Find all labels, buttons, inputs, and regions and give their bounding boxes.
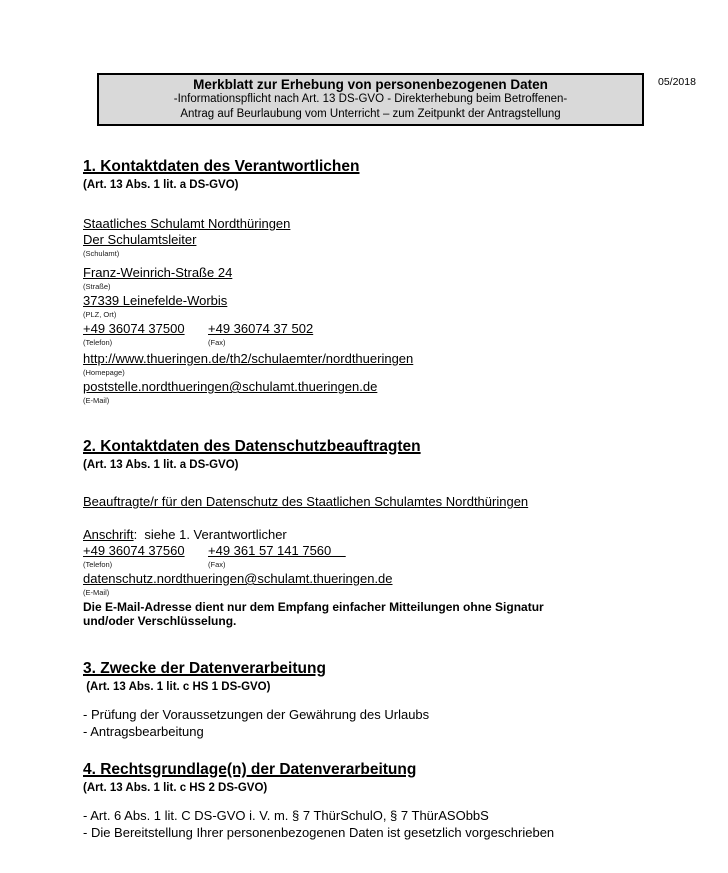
phone-label: (Telefon) bbox=[83, 338, 113, 347]
street-block bbox=[83, 265, 653, 292]
document-title: Merkblatt zur Erhebung von personenbezogenen Daten bbox=[193, 77, 548, 92]
city-value: 37339 Leinefelde-Worbis bbox=[83, 293, 228, 308]
section-1 bbox=[83, 158, 653, 406]
phone-fax-row-1 bbox=[83, 321, 653, 348]
phone-label: (Telefon) bbox=[83, 560, 113, 569]
email-block-1 bbox=[83, 379, 653, 406]
fax-label: (Fax) bbox=[208, 338, 226, 347]
email-label: (E-Mail) bbox=[83, 396, 110, 405]
email-note-line-2: und/oder Verschlüsselung. bbox=[83, 614, 237, 628]
org-leader: Der Schulamtsleiter bbox=[83, 232, 197, 247]
section-4-heading: 4. Rechtsgrundlage(n) der Datenverarbeitung bbox=[83, 761, 417, 778]
fax-block-1 bbox=[208, 321, 313, 348]
phone-block-1 bbox=[83, 321, 208, 348]
phone-value: +49 36074 37560 bbox=[83, 543, 185, 558]
section-3 bbox=[83, 660, 653, 740]
phone-fax-row-2 bbox=[83, 543, 653, 570]
dpo-address-line bbox=[83, 527, 653, 543]
fax-block-2 bbox=[208, 543, 346, 570]
email-label: (E-Mail) bbox=[83, 588, 110, 597]
purpose-item: - Prüfung der Voraussetzungen der Gewährung des Urlaubs bbox=[83, 707, 430, 722]
section-3-legal: (Art. 13 Abs. 1 lit. c HS 1 DS-GVO) bbox=[83, 681, 271, 693]
section-3-heading: 3. Zwecke der Datenverarbeitung bbox=[83, 660, 326, 677]
legal-basis-item: - Die Bereitstellung Ihrer personenbezogenen Daten ist gesetzlich vorgeschrieben bbox=[83, 824, 555, 840]
section-1-legal: (Art. 13 Abs. 1 lit. a DS-GVO) bbox=[83, 179, 239, 191]
fax-value: +49 361 57 141 7560 bbox=[208, 543, 346, 558]
section-2 bbox=[83, 438, 653, 628]
section-1-heading: 1. Kontaktdaten des Verantwortlichen bbox=[83, 158, 360, 175]
header-box bbox=[97, 73, 644, 126]
responsible-org-block bbox=[83, 216, 653, 259]
address-value: : siehe 1. Verantwortlicher bbox=[133, 527, 287, 542]
street-value: Franz-Weinrich-Straße 24 bbox=[83, 265, 233, 280]
section-4-legal: (Art. 13 Abs. 1 lit. c HS 2 DS-GVO) bbox=[83, 782, 268, 794]
version-label: 05/2018 bbox=[658, 76, 696, 88]
email-value: datenschutz.nordthueringen@schulamt.thueringen.de bbox=[83, 571, 393, 586]
legal-basis-list bbox=[83, 808, 653, 841]
document-content bbox=[83, 158, 653, 841]
phone-value: +49 36074 37500 bbox=[83, 321, 185, 336]
section-4 bbox=[83, 761, 653, 841]
org-name: Staatliches Schulamt Nordthüringen bbox=[83, 216, 291, 231]
document-subtitle-2: Antrag auf Beurlaubung vom Unterricht – zum Zeitpunkt der Antragstellung bbox=[180, 107, 561, 120]
city-label: (PLZ, Ort) bbox=[83, 310, 117, 319]
email-note bbox=[83, 600, 653, 628]
street-label: (Straße) bbox=[83, 282, 111, 291]
address-label: Anschrift bbox=[83, 527, 134, 542]
document-subtitle-1: -Informationspflicht nach Art. 13 DS-GVO - Direkterhebung beim Betroffenen- bbox=[173, 93, 568, 105]
homepage-value: http://www.thueringen.de/th2/schulaemter/nordthueringen bbox=[83, 351, 414, 366]
section-2-legal: (Art. 13 Abs. 1 lit. a DS-GVO) bbox=[83, 459, 239, 471]
dpo-role-line: Beauftragte/r für den Datenschutz des Staatlichen Schulamtes Nordthüringen bbox=[83, 494, 529, 509]
fax-value: +49 36074 37 502 bbox=[208, 321, 314, 336]
purpose-item: - Antragsbearbeitung bbox=[83, 723, 204, 739]
legal-basis-item: - Art. 6 Abs. 1 lit. C DS-GVO i. V. m. § 7 ThürSchulO, § 7 ThürASObbS bbox=[83, 808, 489, 823]
phone-block-2 bbox=[83, 543, 208, 570]
purpose-list bbox=[83, 707, 653, 740]
homepage-block bbox=[83, 351, 653, 378]
org-label: (Schulamt) bbox=[83, 249, 120, 258]
fax-label: (Fax) bbox=[208, 560, 226, 569]
email-block-2 bbox=[83, 571, 653, 598]
email-note-line-1: Die E-Mail-Adresse dient nur dem Empfang einfacher Mitteilungen ohne Signatur bbox=[83, 600, 544, 614]
city-block bbox=[83, 293, 653, 320]
homepage-label: (Homepage) bbox=[83, 368, 125, 377]
section-2-heading: 2. Kontaktdaten des Datenschutzbeauftragten bbox=[83, 438, 421, 455]
email-value: poststelle.nordthueringen@schulamt.thueringen.de bbox=[83, 379, 378, 394]
